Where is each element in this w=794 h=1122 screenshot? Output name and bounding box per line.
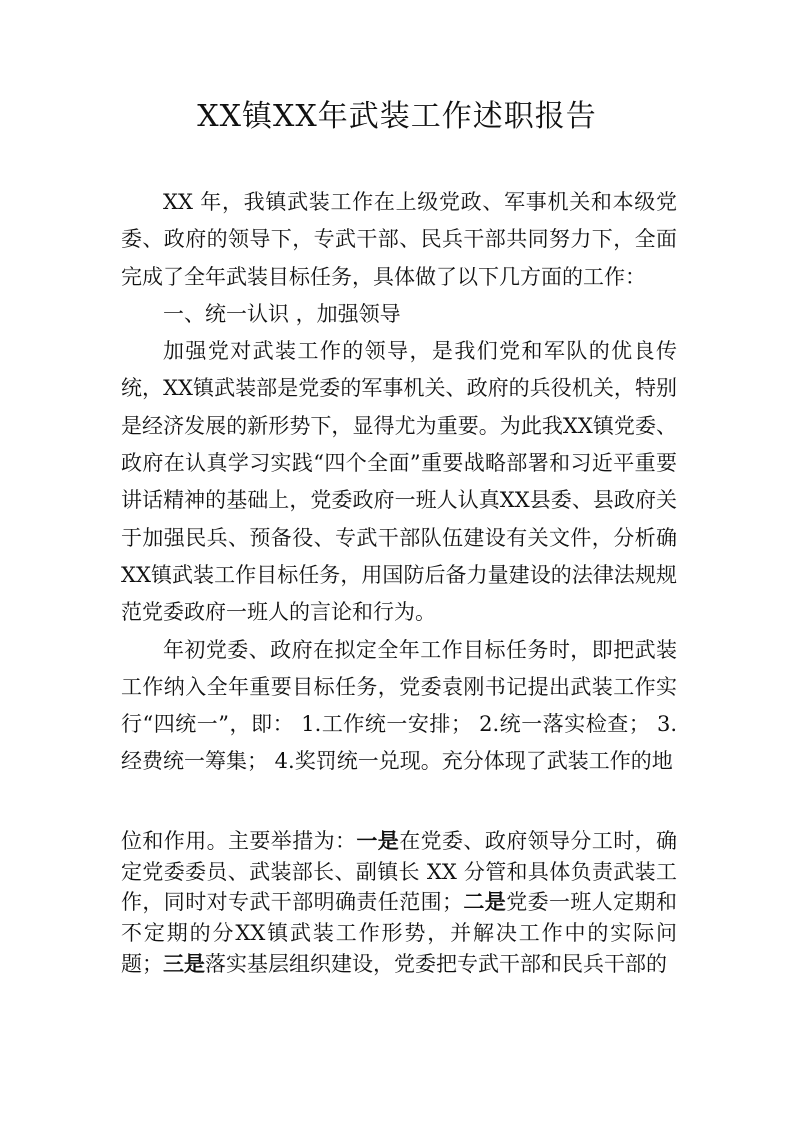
body-section-2	[121, 826, 677, 980]
body-section-1	[121, 184, 677, 781]
para3-bold-2: 二是	[463, 890, 507, 915]
para3-bold-1: 一是	[356, 829, 400, 853]
document-title: XX镇XX年武装工作述职报告	[197, 99, 597, 134]
section-heading-1: 一、统一认识 ，加强领导	[163, 301, 401, 326]
body-paragraph-2: 年初党委、政府在拟定全年工作目标任务时，即把武装工作纳入全年重要目标任务，党委袁刚书记提出武装工作实行“四统一”，即： 1.工作统一安排； 2.统一落实检查； 3.经费统一筹集； 4.奖罚统一兑现。充分体现了武装工作的地	[121, 637, 677, 774]
body-paragraph-3	[121, 826, 677, 980]
para3-text-3: 党委一班人定期和不定期的分XX镇武装工作形势，并解决工作中的实际问 题；	[121, 890, 678, 976]
body-paragraph-1: 加强党对武装工作的领导，是我们党和军队的优良传统，XX镇武装部是党委的军事机关、政府的兵役机关，特别是经济发展的新形势下，显得尤为重要。为此我XX镇党委、政府在认真学习实践“四个全面”重要战略部署和习近平重要讲话精神的基础上，党委政府一班人认真XX县委、县政府关于加强民兵、预备役、专武干部队伍建设有关文件，分析确XX镇武装工作目标任务，用国防后备力量建设的法律法规规范党委政府一班人的言论和行为。	[121, 339, 677, 625]
intro-paragraph: XX 年，我镇武装工作在上级党政、军事机关和本级党委、政府的领导下，专武干部、民兵干部共同努力下，全面完成了全年武装目标任务，具体做了以下几方面的工作：	[121, 190, 677, 289]
para3-text-1: 位和作用。主要举措为：	[121, 829, 357, 853]
para3-text-2: 在党委、政府领导分工时，确定党委委员、武装部长、副镇长 XX 分管和具体负责武装工作，同时对专武干部明确责任范围；	[121, 829, 678, 915]
para3-text-4: 落实基层组织建设，党委把专武干部和民兵干部的	[205, 951, 667, 976]
para3-bold-3: 三是	[163, 951, 205, 976]
